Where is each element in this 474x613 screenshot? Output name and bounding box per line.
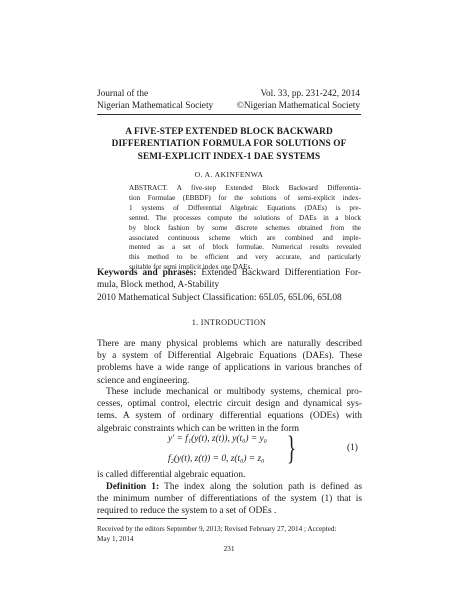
- definition-1: [97, 481, 362, 518]
- msc-classification: 2010 Mathematical Subject Classification: 65L05, 65L06, 65L08: [97, 292, 342, 303]
- keywords-line: mula, Block method, A-Stability: [97, 280, 220, 291]
- text-line: tems. A system of ordinary differential equations (ODEs) with: [97, 411, 362, 422]
- journal-name-line2: Nigerian Mathematical Society: [97, 101, 214, 111]
- intro-paragraph-2: [97, 386, 362, 435]
- keywords-block: [97, 267, 361, 304]
- abstract-line: tion Formulae (EBBDF) for the solutions of semi-explicit index-: [129, 193, 361, 202]
- equation-line-2: f₂(y(t), z(t)) = 0, z(t₀) = z₀: [168, 454, 265, 464]
- keywords-line: [97, 267, 361, 279]
- keywords-label: Keywords and phrases:: [97, 268, 197, 278]
- text-line: problems have a wide range of applications in various branches of: [97, 363, 362, 374]
- definition-text: The index along the solution path is defined as: [159, 482, 362, 492]
- header-rule: [97, 114, 361, 115]
- text-line: There are many physical problems which are naturally described: [97, 339, 362, 349]
- section-heading: 1. INTRODUCTION: [191, 318, 267, 327]
- text-line: is called differential algebraic equation.: [97, 470, 246, 480]
- text-line: cesses, optimal control, electric circuit design and dynamical sys-: [97, 399, 362, 410]
- equation-brace: }: [287, 430, 296, 467]
- title-line: SEMI-EXPLICIT INDEX-1 DAE SYSTEMS: [137, 151, 321, 162]
- abstract-line: associated continuous scheme which are combined and imple-: [129, 233, 361, 242]
- journal-name-line1: Journal of the: [97, 89, 149, 99]
- abstract-line: mented as a set of block formulae. Numerical results revealed: [129, 243, 361, 252]
- volume-line: Vol. 33, pp. 231-242, 2014: [260, 89, 360, 99]
- footnote: [97, 525, 362, 544]
- equation-line-1: y′ = f₁(y(t), z(t)), y(t₀) = y₀: [168, 434, 267, 444]
- page-number: 231: [223, 544, 235, 553]
- footnote-line: May 1, 2014: [97, 534, 134, 543]
- abstract-line: by block fashion by some discrete schemes obtained from the: [129, 223, 361, 232]
- abstract-line: 1 systems of Differential Algebraic Equations (DAEs) is pre-: [129, 203, 361, 212]
- definition-label: Definition 1:: [106, 482, 160, 492]
- text-line: by a system of Differential Algebraic Equations (DAEs). These: [97, 351, 362, 362]
- keywords-text: Extended Backward Differentiation For-: [196, 268, 362, 278]
- footnote-rule: [97, 518, 187, 519]
- text-line: science and engineering.: [97, 375, 190, 386]
- text-line: These include mechanical or multibody systems, chemical pro-: [106, 387, 362, 397]
- equation-number: (1): [347, 443, 358, 453]
- volume-info: [237, 88, 360, 112]
- author-name: O. A. AKINFENWA: [194, 170, 264, 179]
- abstract-line: sented. The processes compute the solutions of DAEs in a block: [129, 213, 361, 222]
- abstract-line: this method to be efficient and very accurate, and particularly: [129, 253, 361, 262]
- definition-line: the minimum number of differentiations of the system (1) that is: [97, 494, 362, 505]
- definition-line: required to reduce the system to a set of ODEs .: [97, 506, 277, 517]
- after-equation-text: [97, 469, 362, 481]
- journal-name: [97, 88, 213, 112]
- footnote-line: Received by the editors September 9, 2013; Revised February 27, 2014 ; Accepted:: [97, 525, 337, 533]
- title-line: DIFFERENTIATION FORMULA FOR SOLUTIONS OF: [111, 139, 347, 150]
- paper-title: [97, 126, 361, 163]
- abstract-line: ABSTRACT. A five-step Extended Block Backward Differentia-: [129, 184, 361, 192]
- intro-paragraph-1: [97, 338, 362, 387]
- text-line: algebraic constraints which can be written in the form: [97, 423, 300, 434]
- definition-line: [97, 481, 362, 493]
- copyright-line: ©Nigerian Mathematical Society: [236, 101, 360, 111]
- title-line: A FIVE-STEP EXTENDED BLOCK BACKWARD: [125, 127, 333, 137]
- abstract: [129, 184, 361, 273]
- abstract-line: suitable for semi implicit index one DAEs.: [129, 263, 253, 272]
